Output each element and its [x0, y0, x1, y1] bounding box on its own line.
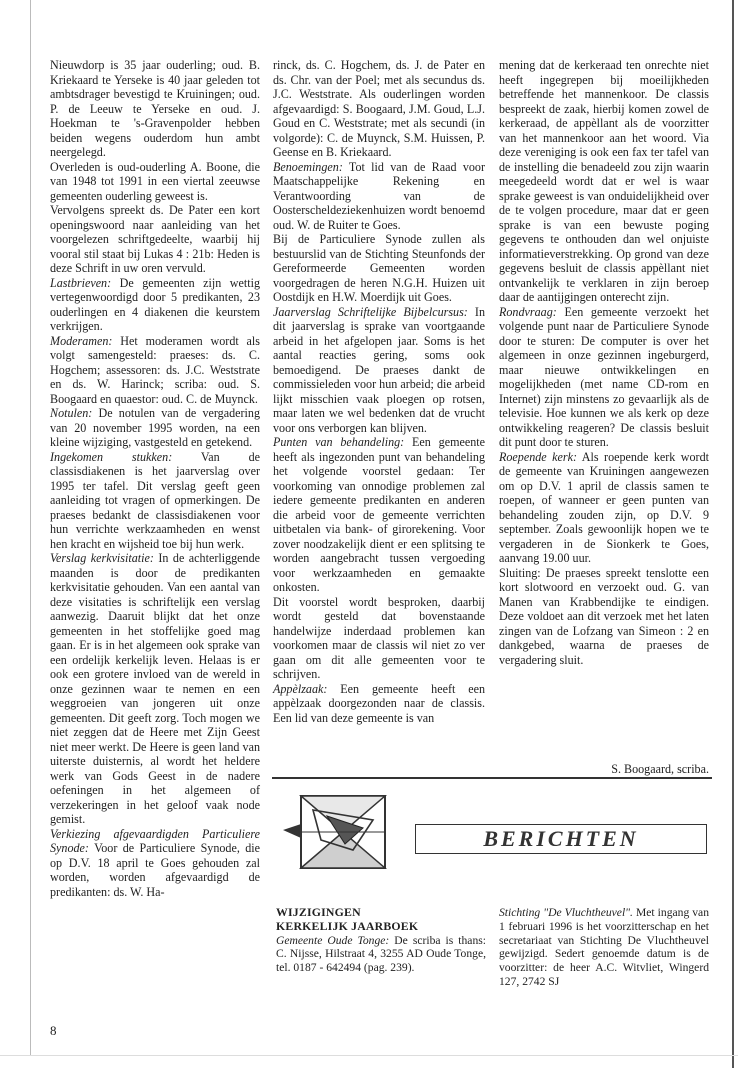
- column-1: [50, 58, 260, 899]
- paragraph-text: mening dat de kerkeraad ten onrechte niet heeft ingegrepen bij moeilijkheden betreffende het mannenkoor. De classis bespreekt de zaak, hierbij komen zowel de kerkeraad, de appèllant als de voorzitter van het mannenkoor aan het woord. Via deze vereniging is ook een fax ter tafel van de instelling die benadeeld zou zijn waarin meegedeeld wordt dat er wel is waar sprake geweest is van onduidelijkheid over de te volgen procedure, maar dat er geen sprake is van een bewuste poging gegevens te onthouden dan wel onjuiste informatieverstrekking. Op grond van deze gegevens besluit de classis appèllant niet ontvankelijk te verklaren in zijn beroep daar de aantijgingen onterecht zijn.: [499, 58, 709, 304]
- paragraph-heading: Ingekomen stukken:: [50, 449, 173, 464]
- page-number: 8: [50, 1023, 57, 1038]
- paragraph-heading: Punten van behandeling:: [273, 435, 405, 449]
- paragraph: [50, 160, 260, 204]
- paragraph-text: Dit voorstel wordt besproken, daarbij wordt gesteld dat bovenstaande handelwijze inderdaad problemen kan voorkomen maar de classis wil niet zo ver gaan om dit alle gemeenten voor te schrijven.: [273, 594, 485, 681]
- paragraph-text: Een gemeente verzoekt het volgende punt naar de Particuliere Synode door te sturen: De computer is over het algemeen in onze gezinnen ingeburgerd, maar nieuwe ontwikkelingen en mogelijkheden (met name CD-rom en Internet) zijn minstens zo gevaarlijk als de televisie. Hoe kunnen we als kerk op deze ontwikkeling reageren? De classis besluit dit punt door te sturen.: [499, 304, 709, 449]
- paragraph: [50, 551, 260, 827]
- paragraph-heading: Rondvraag:: [499, 304, 557, 319]
- paragraph-heading: Notulen:: [50, 406, 93, 420]
- column-3: [499, 58, 709, 667]
- paragraph-heading: Lastbrieven:: [50, 275, 112, 290]
- banner-title: BERICHTEN: [415, 824, 707, 854]
- paragraph: [273, 595, 485, 682]
- paragraph: [273, 682, 485, 726]
- paragraph-text: rinck, ds. C. Hogchem, ds. J. de Pater en ds. Chr. van der Poel; met als secundus ds. J.C. Weststrate. Als ouderlingen worden afgevaardigd: S. Boogaard, J.M. Goud, L.J. Goud en C. Weststrate; met als secundi (in volgorde): C. de Muynck, S.M. Huissen, P. Geense en B. Kriekaard.: [273, 58, 485, 159]
- notice-heading-1: WIJZIGINGEN: [276, 905, 361, 919]
- paragraph: [273, 232, 485, 305]
- paragraph: [50, 450, 260, 552]
- paragraph: [50, 203, 260, 276]
- paragraph-text: Tot lid van de Raad voor Maatschappelijke Rekening en Verantwoording van de Oosterscheldeziekenhuizen wordt benoemd oud. W. de Ruiter te Goes.: [273, 159, 485, 232]
- paragraph-text: Een gemeente heeft een appèlzaak doorgezonden naar de classis. Een lid van deze gemeente is van: [273, 681, 485, 725]
- paragraph-heading: Verkiezing afgevaardigden Particuliere Synode:: [50, 826, 260, 855]
- paragraph: [499, 566, 709, 668]
- paragraph-text: De gemeenten zijn wettig vertegenwoordigd door 5 predikanten, 23 ouderlingen en 4 diakenen die keurstem verkrijgen.: [50, 275, 260, 333]
- paragraph-heading: Moderamen:: [50, 333, 113, 348]
- paragraph-heading: Verslag kerkvisitatie:: [50, 551, 154, 565]
- paragraph: [273, 160, 485, 233]
- paragraph: [499, 305, 709, 450]
- paragraph: [50, 827, 260, 900]
- paragraph-heading: Benoemingen:: [273, 159, 343, 174]
- paragraph-text: Sluiting: De praeses spreekt tenslotte een kort slotwoord en verzoekt oud. G. van Manen van Krabbendijke te eindigen. Deze voldoet aan dit verzoek met het laten zingen van de Lofzang van Simeon : 2 en dankgebed, waarna de praeses de vergadering sluit.: [499, 565, 709, 667]
- berichten-banner: [283, 790, 709, 890]
- notice-text: [499, 906, 709, 989]
- notice-heading-2: KERKELIJK JAARBOEK: [276, 918, 419, 933]
- paragraph-heading: Appèlzaak:: [273, 681, 328, 696]
- paragraph-text: Nieuwdorp is 35 jaar ouderling; oud. B. Kriekaard te Yerseke is 40 jaar geleden tot ambtsdrager bevestigd te Kruiningen; oud. P. de Leeuw te Yerseke en oud. J. Hoekman te 's-Gravenpolder hebben beiden wegens ouderdom hun ambt neergelegd.: [50, 58, 260, 159]
- paragraph: [50, 406, 260, 450]
- paragraph-text: Een gemeente heeft als ingezonden punt van behandeling het volgende voorstel gedaan: Ter voorkoming van onnodige problemen zal iedere gemeente predikanten en anderen die arbeid voor de gemeente verrichten uitbetalen via bank- of girorekening. Voor zover noodzakelijk dient er een splitsing te worden aangebracht tussen vergoeding voor werkzaamheden en gemaakte onkosten.: [273, 435, 486, 594]
- notice-text: [276, 934, 486, 975]
- paragraph: [50, 334, 260, 407]
- notice-body: De scriba is thans: C. Nijsse, Hilstraat 4, 3255 AD Oude Tonge, tel. 0187 - 642494 (pag. 239).: [276, 933, 486, 975]
- notice-subhead: Gemeente Oude Tonge:: [276, 933, 390, 947]
- paragraph-text: In dit jaarverslag is sprake van voortgaande arbeid in het afgelopen jaar. Soms is het aantal reacties gering, soms ook bemoedigend. De praeses dankt de commissieleden voor hun arbeid; die arbeid lijkt misschien vaak ploegen op rotsen, maar laten we wel bedenken dat de vrucht voor ons verborgen kan blijven.: [273, 304, 485, 435]
- paragraph-heading: Roepende kerk:: [499, 449, 577, 464]
- paragraph: [499, 58, 709, 305]
- paragraph-text: Het moderamen wordt als volgt samengesteld: praeses: ds. C. Hogchem; assessoren: ds. J.C. Weststrate en ds. W. Harinck; scriba: oud. S. Boogaard en quaestor: oud. C. de Muynck.: [50, 333, 260, 406]
- signature: S. Boogaard, scriba.: [611, 762, 709, 776]
- notice-subhead: Stichting "De Vluchtheuvel".: [499, 906, 633, 919]
- paragraph-text: Overleden is oud-ouderling A. Boone, die van 1948 tot 1991 in een viertal zeeuwse gemeenten ouderling geweest is.: [50, 159, 260, 203]
- paragraph-text: Vervolgens spreekt ds. De Pater een kort openingswoord naar aanleiding van het voorgelezen schriftgedeelte, waarbij hij vooral stil staat bij Lukas 4 : 21b: Heden is deze Schrift in uw oren vervuld.: [50, 203, 260, 275]
- bottom-right-notice: [499, 906, 709, 989]
- paragraph: [50, 276, 260, 334]
- paragraph-text: Bij de Particuliere Synode zullen als bestuurslid van de Stichting Steunfonds der Gereformeerde Gemeenten worden voorgedragen de heren N.G.H. Huizen uit Oostdijk en H.W. Moerdijk uit Goes.: [273, 232, 485, 304]
- paragraph: [50, 58, 260, 160]
- notice-body: Met ingang van 1 februari 1996 is het voorzitterschap en het secretariaat van Stichting De Vluchtheuvel gewijzigd. Sedert genoemde datum is de voorzitter: de heer A.C. Witvliet, Wingerd 127, 2742 SJ: [499, 906, 710, 988]
- paragraph-text: Van de classisdiakenen is het jaarverslag over 1995 ter tafel. Dit verslag geeft geen aanleiding tot vragen of opmerkingen. De praeses bedankt de classisdiakenen voor hun verrichte werkzaamheden en wenst hen kracht en wijsheid toe bij hun werk.: [50, 449, 260, 551]
- page-bottom-edge: [0, 1055, 738, 1056]
- signature-block: [499, 762, 709, 777]
- page-edge-right: [732, 0, 734, 1068]
- paragraph-text: De notulen van de vergadering van 20 november 1995 worden, na een kleine wijziging, vastgesteld en getekend.: [50, 406, 260, 449]
- paragraph-text: Als roepende kerk wordt de gemeente van Kruiningen aangewezen om op D.V. 1 april de classis samen te roepen, of wanneer er geen punten van behandeling zouden zijn, op D.V. 9 september. Zoals gewoonlijk hopen we te vergaderen in de Sionkerk te Goes, aanvang 19.00 uur.: [499, 449, 709, 565]
- section-divider: [272, 777, 712, 779]
- paragraph: [273, 58, 485, 160]
- paragraph: [273, 435, 485, 595]
- paragraph-heading: Jaarverslag Schriftelijke Bijbelcursus:: [273, 304, 468, 319]
- column-2: [273, 58, 485, 725]
- paragraph-text: Voor de Particuliere Synode, die op D.V. 18 april te Goes gehouden zal worden, worden afgevaardigd de predikanten: ds. W. Ha-: [50, 841, 260, 899]
- page-edge: [30, 0, 31, 1055]
- paragraph: [499, 450, 709, 566]
- paragraph: [273, 305, 485, 436]
- paragraph-text: In de achterliggende maanden is door de predikanten kerkvisitatie gehouden. Van een aantal van deze visitaties is schriftelijk een verslag aanwezig. Daaruit blijkt dat het onze gemeenten in het stoffelijke goed mag gaan. Er is in het algemeen ook sprake van een ordelijk kerkelijk leven. Helaas is er ook een grotere invloed van de wereld in onze gezinnen waar te nemen en een weggroeien van jongeren uit onze gemeenten. Dit geeft zorg. Toch mogen we niet zeggen dat de Heere met Zijn Geest niet meer werkt. De Heere is geen land van uiterste duisternis, al wordt het heldere werk van Gods Geest in de nadere oefeningen in het algemeen of verzekeringen in het geloof vaak node gemist.: [50, 551, 260, 826]
- bottom-left-notice: [276, 906, 486, 975]
- berichten-logo-icon: [283, 790, 403, 875]
